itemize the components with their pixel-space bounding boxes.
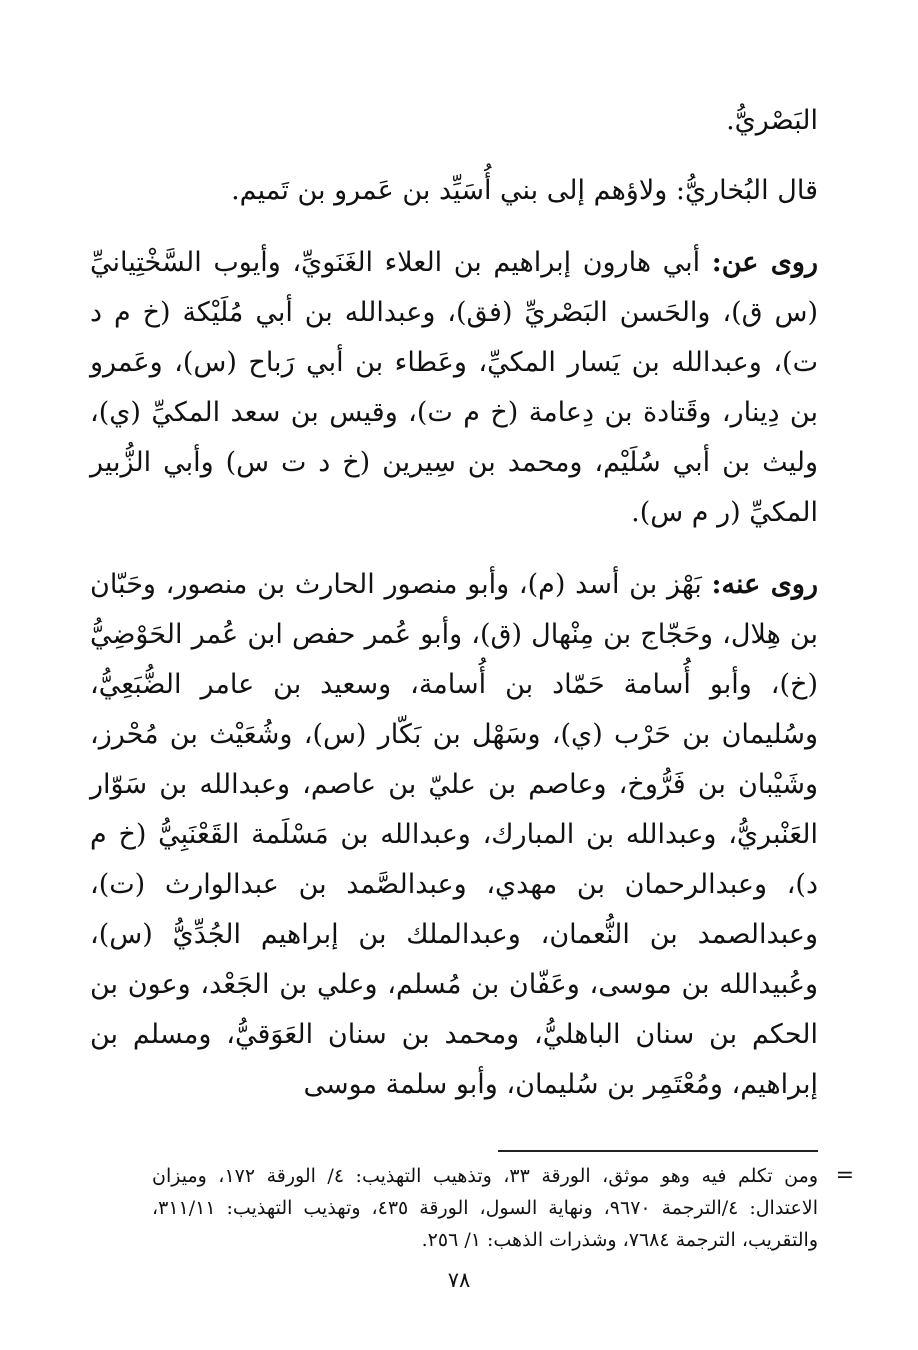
paragraph-text: قال البُخاريُّ: ولاؤهم إلى بني أُسَيِّد بن عَمرو بن تَميم.	[231, 175, 818, 206]
footnote	[152, 1160, 854, 1256]
footnote-divider	[498, 1150, 818, 1152]
paragraph-text: البَصْريُّ.	[726, 105, 818, 136]
paragraph-text: بَهْز بن أسد (م)، وأبو منصور الحارث بن منصور، وحَبّان بن هِلال، وحَجّاج بن مِنْهال (ق)، وأبو عُمر حفص ابن عُمر الحَوْضِيُّ (خ)، وأبو أُسامة حَمّاد بن أُسامة، وسعيد بن عامر الضُّبَعِيُّ، وسُليمان بن حَرْب (ي)، وسَهْل بن بَكّار (س)، وشُعَيْث بن مُحْرز، وشَيْبان بن فَرُّوخ، وعاصم بن عليّ بن عاصم، وعبدالله بن سَوّار العَنْبريُّ، وعبدالله بن المبارك، وعبدالله بن مَسْلَمة القَعْنَبِيُّ (خ م د)، وعبدالرحمان بن مهدي، وعبدالصَّمد بن عبدالوارث (ت)، وعبدالصمد بن النُّعمان، وعبدالملك بن إبراهيم الجُدِّيُّ (س)، وعُبيدالله بن موسى، وعَفّان بن مُسلم، وعلي بن الجَعْد، وعون بن الحكم بن سنان الباهليُّ، ومحمد بن سنان العَوَقيُّ، ومسلم بن إبراهيم، ومُعْتَمِر بن سُليمان، وأبو سلمة موسى	[90, 569, 818, 1100]
page-number: ٧٨	[447, 1268, 471, 1292]
footnote-continuation-mark: =	[835, 1163, 854, 1188]
paragraph-narrated-by	[90, 560, 818, 1110]
paragraph-bukhari	[90, 166, 818, 216]
paragraph-text: أبي هارون إبراهيم بن العلاء الغَنَويِّ، وأيوب السَّخْتِيانيِّ (س ق)، والحَسن البَصْريِّ (فق)، وعبدالله بن أبي مُلَيْكة (خ م د ت)، وعبدالله بن يَسار المكيِّ، وعَطاء بن أبي رَباح (س)، وعَمرو بن دِينار، وقَتادة بن دِعامة (خ م ت)، وقيس بن سعد المكيِّ (ي)، وليث بن أبي سُلَيْم، ومحمد بن سِيرين (خ د ت س) وأبي الزُّبير المكيِّ (ر م س).	[90, 247, 818, 528]
paragraph-lead: روى عنه:	[711, 569, 818, 600]
footnote-text: ومن تكلم فيه وهو موثق، الورقة ٣٣، وتذهيب التهذيب: ٤/ الورقة ١٧٢، وميزان الاعتدال: ٤/الترجمة ٩٦٧٠، ونهاية السول، الورقة ٤٣٥، وتهذيب التهذيب: ٣١١/١١، والتقريب، الترجمة ٧٦٨٤، وشذرات الذهب: ١/ ٢٥٦.	[152, 1165, 819, 1251]
paragraph-nisba	[90, 96, 818, 146]
paragraph-narrated-from	[90, 238, 818, 538]
paragraph-lead: روى عن:	[711, 247, 818, 278]
